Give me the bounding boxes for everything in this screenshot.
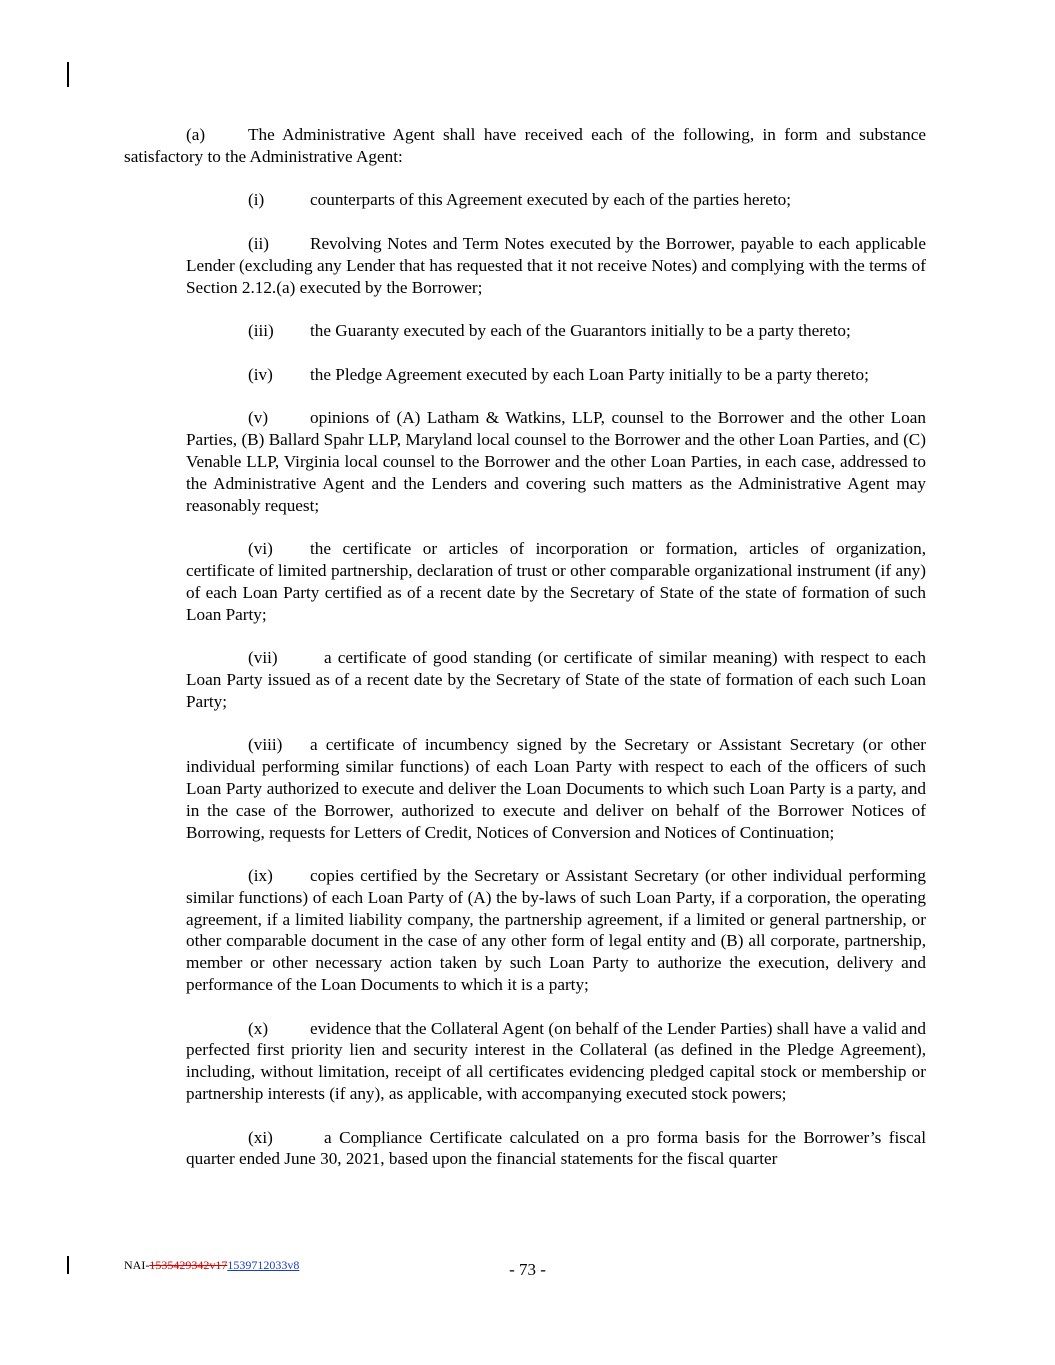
item-number: (ix) (248, 866, 273, 886)
list-item (186, 865, 926, 996)
list-item (186, 233, 926, 298)
item-text: a certificate of good standing (or certificate of similar meaning) with respect to each Loan Party issued as of a recent date by the Secretary of State of the state of formation of each such Loan Party; (186, 648, 926, 711)
list-item (186, 364, 926, 386)
document-body (124, 124, 926, 1192)
item-number: (v) (248, 408, 269, 428)
paragraph-a (124, 124, 926, 168)
doc-prefix: NAI- (124, 1258, 150, 1272)
item-text: Revolving Notes and Term Notes executed by the Borrower, payable to each applicable Lender (excluding any Lender that has requested that it not receive Notes) and complying with the terms of Section 2.12.(a) executed by the Borrower; (186, 233, 926, 297)
item-text: counterparts of this Agreement executed by each of the parties hereto; (310, 190, 792, 210)
list-item (186, 1018, 926, 1105)
paragraph-a-label: (a) (186, 125, 206, 144)
item-text: a Compliance Certificate calculated on a pro forma basis for the Borrower’s fiscal quarter ended June 30, 2021, based upon the financial statements for the fiscal quarter (186, 1127, 926, 1169)
list-item (186, 1127, 926, 1171)
inserted-doc-id: 1539712033v8 (227, 1258, 300, 1272)
item-number: (vi) (248, 539, 273, 559)
deleted-doc-id: 1535429342v17 (149, 1258, 228, 1272)
item-number: (vii) (248, 648, 278, 668)
item-number: (i) (248, 190, 265, 210)
item-text: the Pledge Agreement executed by each Loan Party initially to be a party thereto; (310, 364, 869, 384)
list-item (186, 320, 926, 342)
item-text: opinions of (A) Latham & Watkins, LLP, counsel to the Borrower and the other Loan Parties, (B) Ballard Spahr LLP, Maryland local counsel to the Borrower and the other Loan Parties, and (C) Venable LLP, Virginia local counsel to the Borrower and the other Loan Parties, in each case, addressed to the Administrative Agent and the Lenders and covering such matters as the Administrative Agent may reasonably request; (186, 408, 926, 515)
item-text: the certificate or articles of incorporation or formation, articles of organization, certificate of limited partnership, declaration of trust or other comparable organizational instrument (if any) of each Loan Party certified as of a recent date by the Secretary of State of the state of formation of such Loan Party; (186, 539, 926, 624)
paragraph-a-text: The Administrative Agent shall have received each of the following, in form and substance satisfactory to the Administrative Agent: (124, 125, 926, 166)
item-number: (xi) (248, 1127, 273, 1147)
list-item (186, 734, 926, 843)
list-item (186, 647, 926, 712)
change-bar-top (67, 62, 69, 87)
item-text: a certificate of incumbency signed by the Secretary or Assistant Secretary (or other individual performing similar functions) of each Loan Party with respect to each of the officers of such Loan Party authorized to execute and deliver the Loan Documents to which such Loan Party is a party, and in the case of the Borrower, authorized to execute and deliver on behalf of the Borrower Notices of Borrowing, requests for Letters of Credit, Notices of Conversion and Notices of Continuation; (186, 735, 926, 842)
item-text: copies certified by the Secretary or Assistant Secretary (or other individual performing similar functions) of each Loan Party of (A) the by-laws of such Loan Party, if a corporation, the operating agreement, if a limited liability company, the partnership agreement, if a limited or general partnership, or other comparable document in the case of any other form of legal entity and (B) all corporate, partnership, member or other necessary action taken by such Loan Party to authorize the execution, delivery and performance of the Loan Documents to which it is a party; (186, 866, 926, 995)
item-number: (iii) (248, 321, 274, 341)
item-number: (iv) (248, 364, 273, 384)
list-item (186, 189, 926, 211)
item-number: (x) (248, 1018, 269, 1038)
list-item (186, 407, 926, 516)
item-number: (viii) (248, 735, 283, 755)
item-number: (ii) (248, 233, 269, 253)
item-text: the Guaranty executed by each of the Guarantors initially to be a party thereto; (310, 321, 851, 341)
item-text: evidence that the Collateral Agent (on behalf of the Lender Parties) shall have a valid and perfected first priority lien and security interest in the Collateral (as defined in the Pledge Agreement), including, without limitation, receipt of all certificates evidencing pledged capital stock or membership or partnership interests (if any), as applicable, with accompanying executed stock powers; (186, 1018, 926, 1104)
page-number: - 73 - (509, 1260, 546, 1279)
list-item (186, 538, 926, 625)
